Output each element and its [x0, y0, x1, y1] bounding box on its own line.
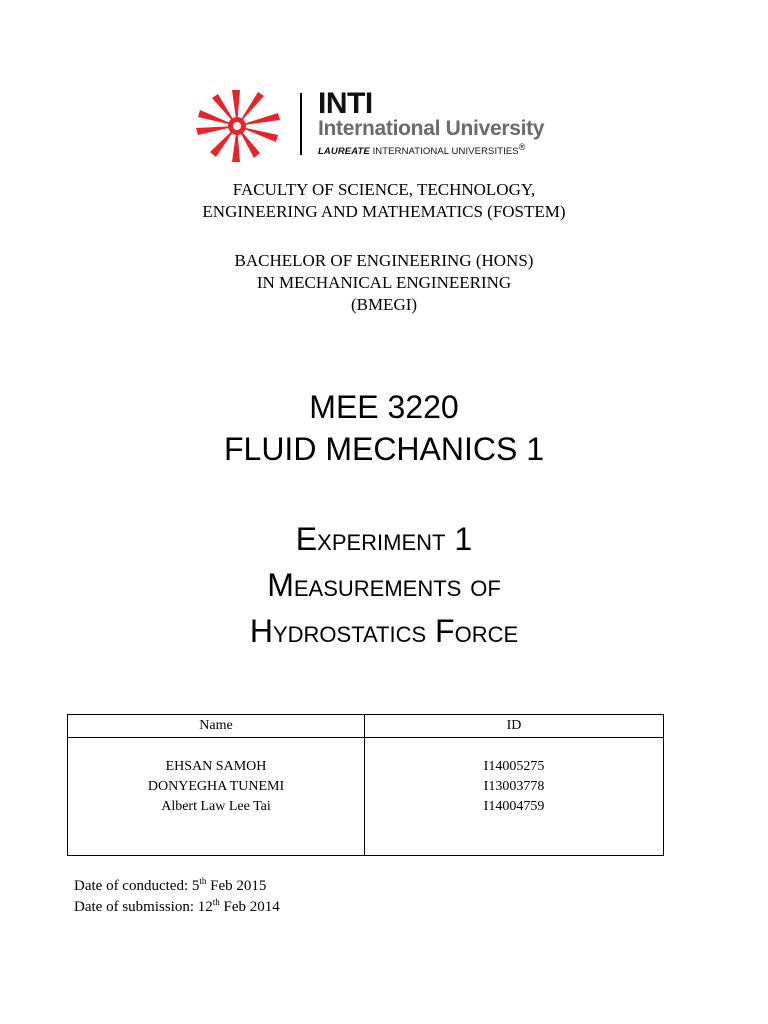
- faculty-heading: [0, 179, 768, 223]
- date-conducted-day: 5: [191, 878, 200, 894]
- faculty-line-2: ENGINEERING AND MATHEMATICS (FOSTEM): [202, 202, 566, 221]
- experiment-title-line-2: Hydrostatics Force: [249, 613, 519, 649]
- university-logo: [192, 88, 582, 164]
- date-submission-label: Date of submission:: [74, 899, 198, 915]
- date-submission-day: 12: [197, 899, 213, 915]
- experiment-number: Experiment 1: [295, 521, 473, 557]
- course-code: MEE 3220: [309, 389, 459, 425]
- table-body: [68, 737, 663, 855]
- course-title: [0, 386, 768, 470]
- date-conducted-label: Date of conducted:: [74, 878, 192, 894]
- id-column-header: ID: [506, 718, 522, 733]
- table-header: [68, 715, 663, 738]
- id-column: [365, 757, 663, 817]
- degree-line-3: (BMEGI): [350, 295, 418, 314]
- member-id: I14005275: [483, 759, 545, 774]
- member-name: Albert Law Lee Tai: [161, 799, 271, 814]
- course-name: FLUID MECHANICS 1: [223, 431, 545, 467]
- logo-tagline-bold: LAUREATE: [318, 146, 370, 157]
- name-column-header: Name: [199, 718, 233, 733]
- logo-title: INTI: [318, 87, 373, 120]
- date-submission-suffix: th: [212, 897, 220, 907]
- date-conducted-suffix: th: [199, 876, 207, 886]
- experiment-title: [0, 516, 768, 654]
- experiment-title-line-1: Measurements of: [267, 567, 501, 603]
- dates-block: [74, 876, 280, 918]
- logo-subtitle: International University: [318, 117, 545, 140]
- members-table: [67, 714, 664, 856]
- member-id: I13003778: [483, 779, 545, 794]
- degree-heading: [0, 250, 768, 316]
- faculty-line-1: FACULTY OF SCIENCE, TECHNOLOGY,: [232, 180, 536, 199]
- degree-line-1: BACHELOR OF ENGINEERING (HONS): [234, 251, 534, 270]
- date-conducted: [74, 876, 280, 897]
- logo-tagline-mark: ®: [518, 141, 526, 152]
- date-submission-rest: Feb 2014: [219, 899, 280, 915]
- member-name: DONYEGHA TUNEMI: [147, 779, 285, 794]
- date-conducted-rest: Feb 2015: [206, 878, 267, 894]
- inti-star-icon: [192, 88, 282, 164]
- date-submission: [74, 897, 280, 918]
- degree-line-2: IN MECHANICAL ENGINEERING: [256, 273, 512, 292]
- logo-tagline: [318, 141, 526, 158]
- name-column: [68, 757, 364, 817]
- logo-divider: [300, 93, 302, 155]
- member-name: EHSAN SAMOH: [165, 759, 267, 774]
- logo-tagline-rest: INTERNATIONAL UNIVERSITIES: [369, 146, 519, 157]
- member-id: I14004759: [483, 799, 545, 814]
